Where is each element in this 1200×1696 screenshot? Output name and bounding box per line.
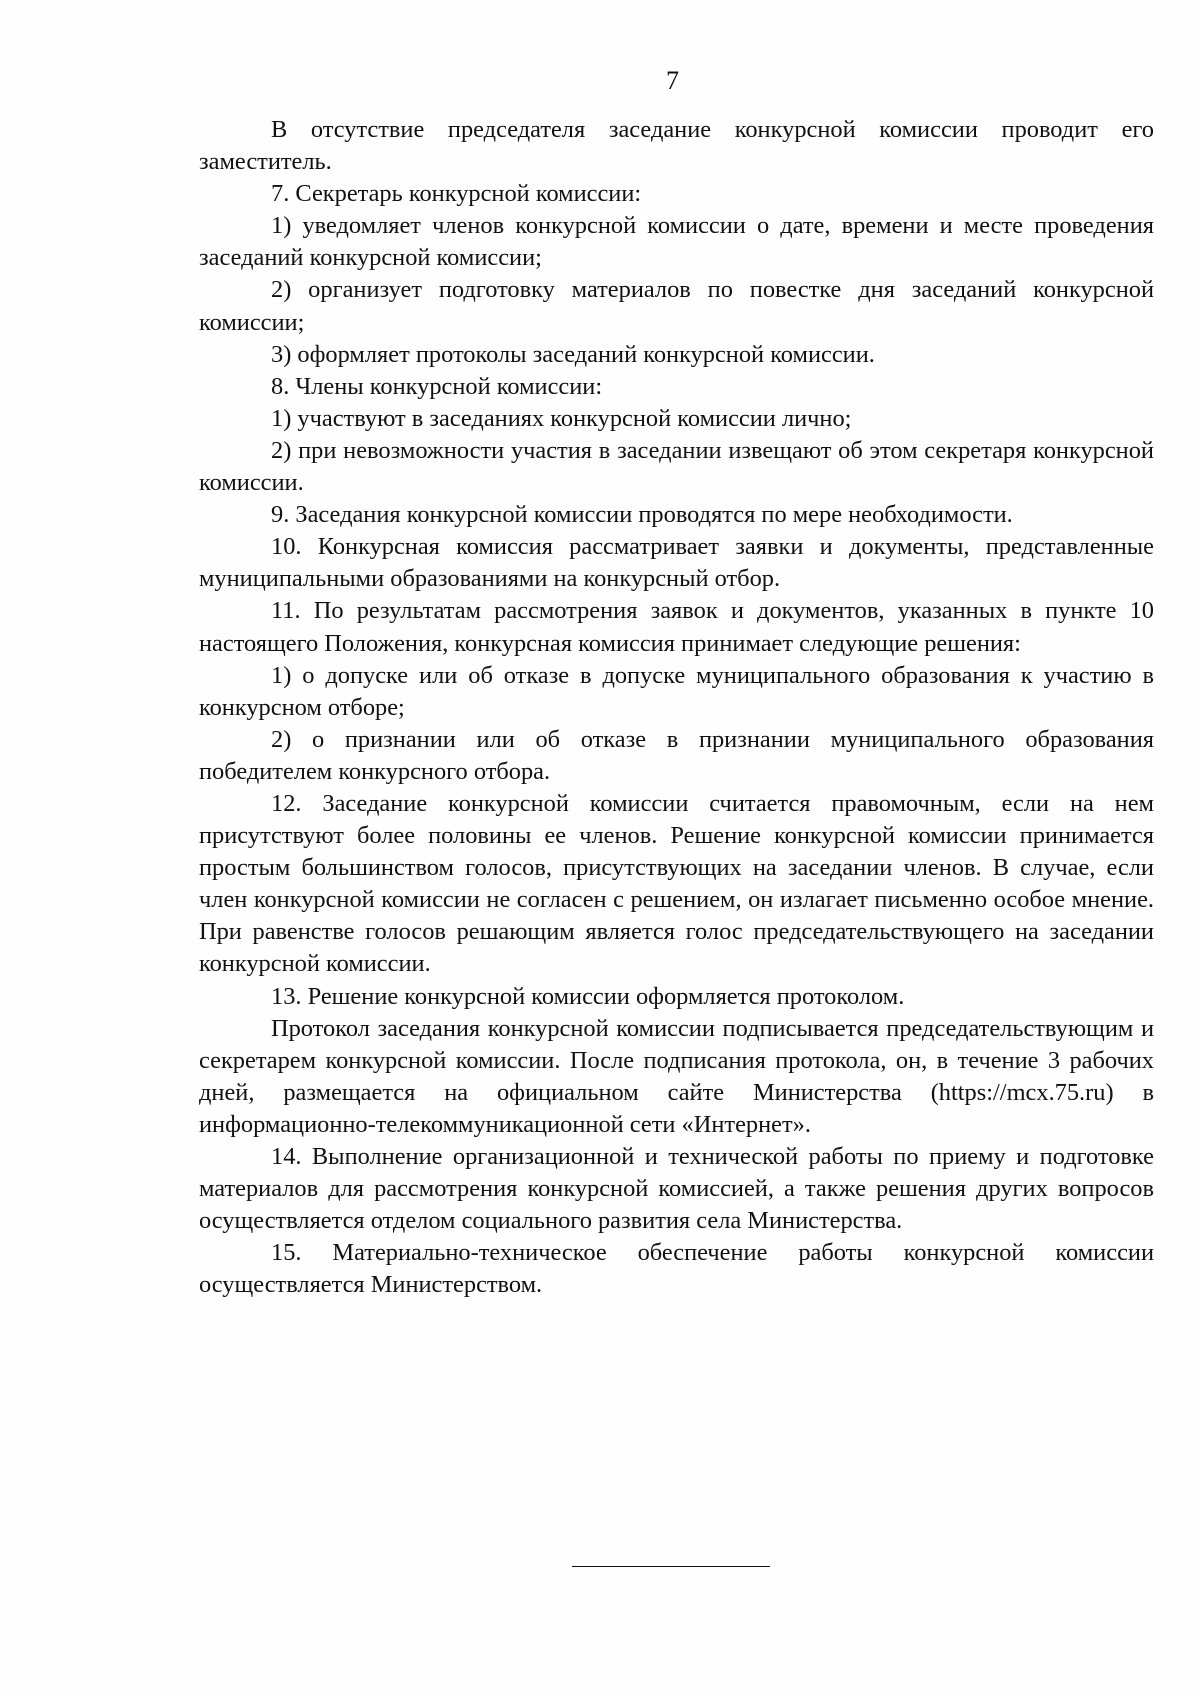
page-number: 7 (666, 66, 679, 95)
paragraph: 1) о допуске или об отказе в допуске муниципального образования к участию в конкурсном отборе; (199, 661, 1154, 721)
paragraph: 9. Заседания конкурсной комиссии проводятся по мере необходимости. (271, 501, 1013, 529)
paragraph: 8. Члены конкурсной комиссии: (271, 372, 603, 400)
paragraph: 1) уведомляет членов конкурсной комиссии о дате, времени и месте проведения заседаний конкурсной комиссии; (199, 212, 1154, 272)
paragraph: 2) организует подготовку материалов по повестке дня заседаний конкурсной комиссии; (199, 276, 1154, 336)
paragraph: Протокол заседания конкурсной комиссии подписывается председательствующим и секретарем конкурсной комиссии. После подписания протокола, он, в течение 3 рабочих дней, размещается на официальном сайте Министерства (https://mcx.75.ru) в информационно-телекоммуникационной сети «Интернет». (199, 1014, 1154, 1138)
paragraph: 1) участвуют в заседаниях конкурсной комиссии лично; (271, 404, 852, 432)
paragraph: В отсутствие председателя заседание конкурсной комиссии проводит его заместитель. (199, 116, 1154, 176)
paragraph: 7. Секретарь конкурсной комиссии: (271, 180, 642, 208)
paragraph: 13. Решение конкурсной комиссии оформляется протоколом. (271, 982, 905, 1010)
paragraph: 10. Конкурсная комиссия рассматривает заявки и документы, представленные муниципальными образованиями на конкурсный отбор. (199, 533, 1154, 593)
paragraph: 3) оформляет протоколы заседаний конкурсной комиссии. (271, 340, 875, 368)
paragraph: 2) о признании или об отказе в признании муниципального образования победителем конкурсного отбора. (199, 725, 1154, 785)
paragraph: 2) при невозможности участия в заседании извещают об этом секретаря конкурсной комиссии. (199, 436, 1154, 497)
paragraph: 11. По результатам рассмотрения заявок и документов, указанных в пункте 10 настоящего Положения, конкурсная комиссия принимает следующие решения: (199, 597, 1154, 657)
paragraph: 15. Материально-техническое обеспечение работы конкурсной комиссии осуществляется Министерством. (199, 1239, 1154, 1299)
document-body (199, 114, 1154, 1301)
end-of-document-rule (572, 1566, 770, 1567)
paragraph: 12. Заседание конкурсной комиссии считается правомочным, если на нем присутствуют более половины ее членов. Решение конкурсной комиссии принимается простым большинством голосов, присутствующих на заседании членов. В случае, если член конкурсной комиссии не согласен с решением, он излагает письменно особое мнение. При равенстве голосов решающим является голос председательствующего на заседании конкурсной комиссии. (199, 789, 1154, 978)
paragraph: 14. Выполнение организационной и технической работы по приему и подготовке материалов для рассмотрения конкурсной комиссией, а также решения других вопросов осуществляется отделом социального развития села Министерства. (199, 1143, 1154, 1235)
